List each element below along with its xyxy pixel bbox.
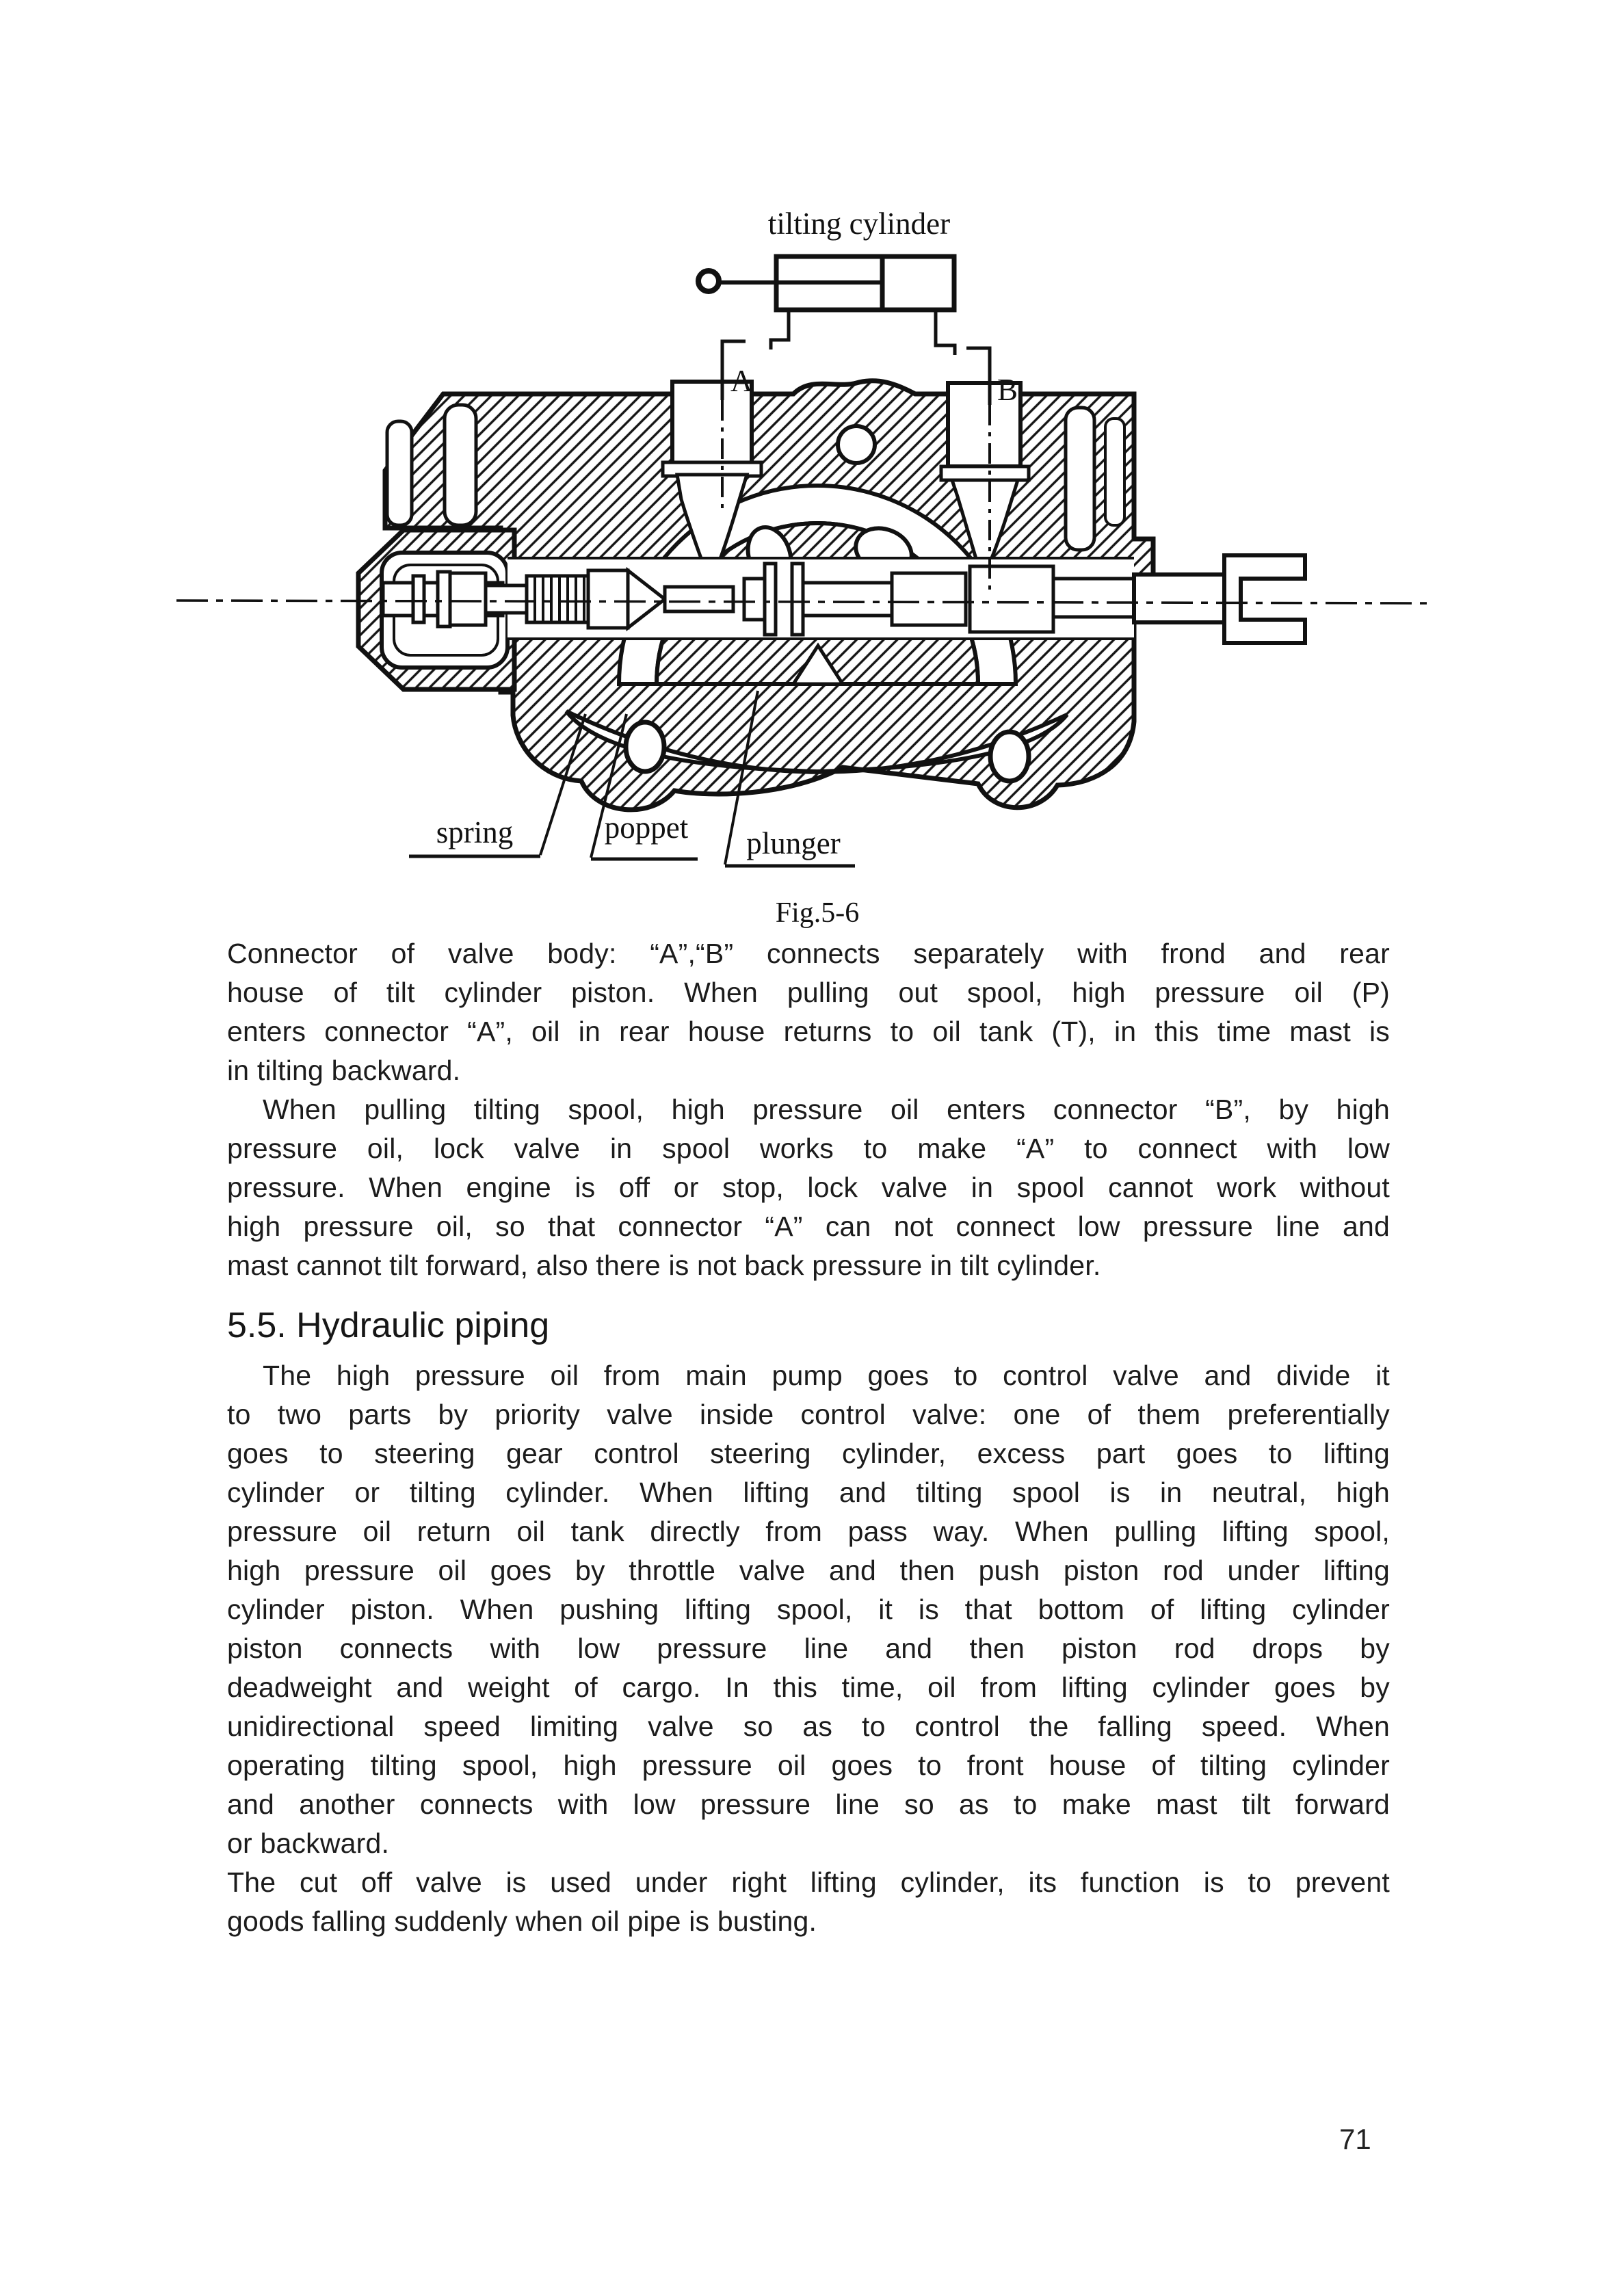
- bolt-hole: [990, 732, 1029, 781]
- port-b-label: B: [997, 373, 1018, 407]
- text-column: [227, 934, 1390, 1941]
- text-line: and another connects with low pressure line so as to make mast tilt forward: [227, 1789, 1390, 1820]
- spool-rod: [1134, 575, 1224, 622]
- spring-coils: [527, 576, 588, 622]
- text-line: goes to steering gear control steering cylinder, excess part goes to lifting: [227, 1438, 1390, 1469]
- tilting-cylinder-label: tilting cylinder: [767, 207, 951, 241]
- section-heading: 5.5. Hydraulic piping: [227, 1306, 550, 1345]
- text-line: mast cannot tilt forward, also there is not back pressure in tilt cylinder.: [227, 1250, 1101, 1281]
- text-line: unidirectional speed limiting valve so as to control the falling speed. When: [227, 1711, 1390, 1742]
- text-line: house of tilt cylinder piston. When pulling out spool, high pressure oil (P): [227, 977, 1390, 1008]
- paragraph: [227, 1863, 1390, 1941]
- poppet-label: poppet: [604, 810, 689, 845]
- text-line: operating tilting spool, high pressure oil goes to front house of tilting cylinder: [227, 1750, 1390, 1781]
- text-line: goods falling suddenly when oil pipe is busting.: [227, 1905, 817, 1937]
- tilting-cylinder-symbol: [698, 207, 955, 355]
- valve-cross-section-figure: [0, 0, 1621, 958]
- page-number: 71: [1339, 2123, 1371, 2155]
- figure-caption: Fig.5-6: [775, 897, 860, 929]
- text-line: When pulling tilting spool, high pressure oil enters connector “B”, by high: [263, 1094, 1390, 1125]
- spool-assembly: [383, 555, 1305, 643]
- text-line: deadweight and weight of cargo. In this time, oil from lifting cylinder goes by: [227, 1672, 1390, 1703]
- port-a-label: A: [730, 364, 753, 398]
- text-line: or backward.: [227, 1827, 390, 1859]
- paragraph: [227, 1090, 1390, 1285]
- text-line: pressure oil, lock valve in spool works to make “A” to connect with low: [227, 1133, 1390, 1164]
- paragraph: [227, 1356, 1390, 1863]
- text-line: to two parts by priority valve inside control valve: one of them preferentially: [227, 1399, 1390, 1430]
- text-line: pressure. When engine is off or stop, lock valve in spool cannot work without: [227, 1172, 1390, 1203]
- plunger-label: plunger: [746, 826, 841, 860]
- bolt-hole: [626, 722, 664, 771]
- rod-eye: [698, 271, 719, 291]
- text-line: The cut off valve is used under right lifting cylinder, its function is to prevent: [227, 1866, 1390, 1898]
- text-line: cylinder or tilting cylinder. When lifting and tilting spool is in neutral, high: [227, 1477, 1390, 1508]
- text-line: high pressure oil goes by throttle valve and then push piston rod under lifting: [227, 1555, 1390, 1586]
- text-line: pressure oil return oil tank directly from pass way. When pulling lifting spool,: [227, 1516, 1390, 1547]
- text-line: The high pressure oil from main pump goes to control valve and divide it: [263, 1360, 1390, 1391]
- spring-label: spring: [436, 815, 514, 849]
- text-line: in tilting backward.: [227, 1055, 461, 1086]
- text-line: enters connector “A”, oil in rear house returns to oil tank (T), in this time mast is: [227, 1016, 1390, 1047]
- paragraph: [227, 934, 1390, 1090]
- text-line: piston connects with low pressure line and then piston rod drops by: [227, 1633, 1390, 1664]
- text-line: cylinder piston. When pushing lifting spool, it is that bottom of lifting cylinder: [227, 1594, 1390, 1625]
- text-line: high pressure oil, so that connector “A” can not connect low pressure line and: [227, 1211, 1390, 1242]
- clevis-fork: [1224, 555, 1305, 643]
- text-line: Connector of valve body: “A”,“B” connects separately with frond and rear: [227, 938, 1390, 969]
